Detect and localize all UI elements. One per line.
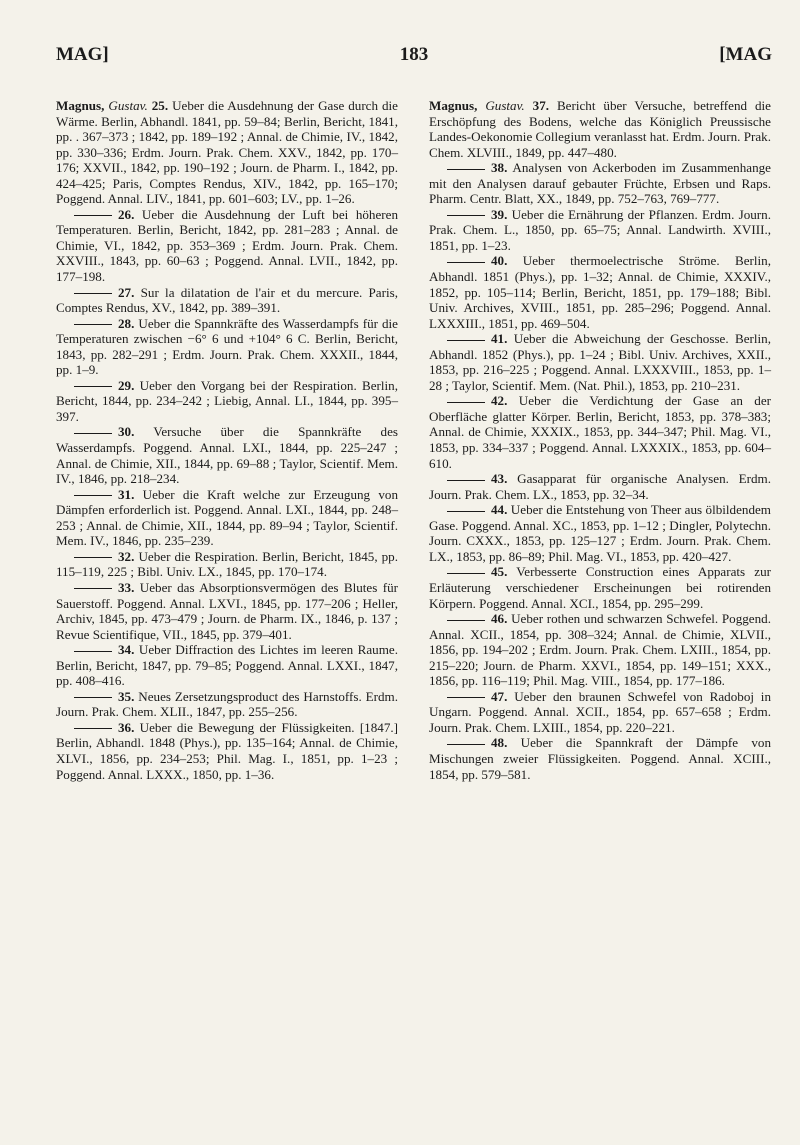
bibliography-entry [429, 207, 771, 254]
entry-number: 43. [491, 471, 508, 487]
bibliography-entry [429, 331, 771, 393]
entry-number: 26. [118, 206, 135, 222]
bibliography-entry [56, 285, 398, 316]
entry-number: 35. [118, 688, 135, 704]
entry-number: 42. [491, 393, 508, 409]
ditto-dash [74, 588, 112, 589]
bibliography-entry [56, 424, 398, 486]
entry-number: 41. [491, 331, 508, 347]
entry-number: 39. [491, 206, 508, 222]
entry-text: Ueber die Verdichtung der Gase an der Oberfläche glatter Körper. Berlin, Bericht, 1853, pp. 378–383; Annal. de Chimie, XXXIX., 1853, pp. 344–347; Phil. Mag. VI., 1853, pp. 334–337 ; Poggend. Annal. LXXXIX., 1853, pp. 604–610. [429, 393, 771, 471]
ditto-dash [74, 293, 112, 294]
entry-number: 33. [118, 579, 135, 595]
bibliography-entry [56, 549, 398, 580]
entry-number: 48. [491, 735, 508, 751]
entry-text: Ueber die Abweichung der Geschosse. Berlin, Abhandl. 1852 (Phys.), pp. 1–24 ; Bibl. Univ. Archives, XXII., 1853, pp. 216–225 ; Poggend. Annal. LXXXVIII., 1853, pp. 1–28 ; Taylor, Scientif. Mem. (Nat. Phil.), 1853, pp. 210–231. [429, 331, 771, 393]
entry-number: 25. [151, 98, 169, 113]
entry-number: 34. [118, 642, 135, 658]
ditto-dash [447, 262, 485, 263]
ditto-dash [447, 402, 485, 403]
entry-number: 40. [491, 253, 508, 269]
bibliography-entry [56, 689, 398, 720]
ditto-dash [74, 697, 112, 698]
entry-number: 47. [491, 688, 508, 704]
ditto-dash [447, 511, 485, 512]
bibliography-entry [56, 487, 398, 549]
entry-text: Ueber die Bewegung der Flüssigkeiten. [1847.] Berlin, Abhandl. 1848 (Phys.), pp. 135–164; Annal. de Chimie, XLVI., 1856, pp. 234–253; Phil. Mag. I., 1851, pp. 1–23 ; Poggend. Annal. LXXX., 1850, pp. 1–36. [56, 719, 399, 782]
ditto-dash [74, 433, 112, 434]
ditto-dash [447, 480, 485, 481]
entry-number: 46. [491, 611, 508, 627]
entry-text: Ueber rothen und schwarzen Schwefel. Poggend. Annal. XCII., 1854, pp. 308–324; Annal. de Chimie, XLVII., 1856, pp. 194–202 ; Erdm. Journ. Prak. Chem. LXIII., 1854, pp. 215–220; Journ. de Pharm. XXVI., 1854, pp. 149–151; XXX., 1856, pp. 116–119; Phil. Mag. VIII., 1854, pp. 177–186. [429, 611, 771, 689]
entry-number: 38. [491, 160, 508, 176]
entry-text: Gasapparat für organische Analysen. Erdm. Journ. Prak. Chem. LX., 1853, pp. 32–34. [429, 471, 771, 502]
bibliography-entry [429, 160, 771, 207]
bibliography-entry [429, 735, 771, 782]
entry-text: Ueber den braunen Schwefel von Radoboj in Ungarn. Poggend. Annal. XCII., 1854, pp. 657–658 ; Erdm. Journ. Prak. Chem. LXIII., 1854, pp. 220–221. [429, 688, 771, 735]
ditto-dash [74, 386, 112, 387]
entry-number: 30. [118, 424, 135, 440]
entry-text: Versuche über die Spannkräfte des Wasserdampfs. Poggend. Annal. LXI., 1844, pp. 225–247 ; Annal. de Chimie, XII., 1844, pp. 69–88 ; Taylor, Scientif. Mem. IV., 1846, pp. 218–234. [56, 424, 399, 487]
entry-text: Verbesserte Construction eines Apparats zur Erläuterung verschiedener Erscheinungen bei rotirenden Körpern. Poggend. Annal. XCI., 1854, pp. 295–299. [429, 564, 771, 611]
entry-number: 29. [118, 377, 135, 393]
entry-number: 44. [491, 502, 508, 518]
bibliography-entry [56, 642, 398, 689]
author-given-name: Gustav. [485, 98, 525, 113]
entry-text: Ueber die Spannkräfte des Wasserdampfs für die Temperaturen zwischen −6° 6 und +104° 6 C. Berlin, Bericht, 1843, pp. 282–291 ; Erdm. Journ. Prak. Chem. XXXII., 1844, pp. 1–9. [56, 315, 398, 378]
entry-text: Analysen von Ackerboden im Zusammenhange mit den Analysen darauf gebauter Früchte, Erbsen und Raps. Pharm. Centr. Blatt, XX., 1849, pp. 752–763, 769–777. [429, 160, 771, 207]
bibliography-entry [56, 378, 398, 425]
entry-number: 37. [532, 98, 550, 113]
bibliography-entry [56, 207, 398, 285]
bibliography-entry [56, 720, 398, 782]
bibliography-entry [429, 689, 771, 736]
page-number: 183 [399, 44, 429, 65]
entry-number: 36. [118, 719, 135, 735]
entry-text: Ueber die Respiration. Berlin, Bericht, 1845, pp. 115–119, 225 ; Bibl. Univ. LX., 1845, pp. 170–174. [56, 548, 399, 580]
ditto-dash [447, 620, 485, 621]
bibliography-entry [429, 611, 771, 689]
entry-text: Neues Zersetzungsproduct des Harnstoffs. Erdm. Journ. Prak. Chem. XLII., 1847, pp. 255–256. [56, 688, 398, 720]
right-column [429, 98, 771, 782]
ditto-dash [447, 215, 485, 216]
ditto-dash [74, 651, 112, 652]
ditto-dash [74, 728, 112, 729]
bibliography-entry [56, 316, 398, 378]
entry-number: 45. [491, 564, 508, 580]
entry-number: 28. [118, 315, 135, 331]
bibliography-entry [56, 98, 398, 207]
ditto-dash [74, 215, 112, 216]
entry-number: 31. [118, 486, 135, 502]
ditto-dash [74, 324, 112, 325]
header-left: MAG] [56, 44, 109, 65]
entry-text: Ueber die Entstehung von Theer aus ölbildendem Gase. Poggend. Annal. XC., 1853, pp. 1–12 ; Dingler, Polytechn. Journ. CXXX., 1853, pp. 125–127 ; Erdm. Journ. Prak. Chem. LX., 1853, pp. 86–89; Phil. Mag. VI., 1853, pp. 420–427. [429, 502, 771, 564]
bibliography-entry [429, 502, 771, 564]
ditto-dash [447, 169, 485, 170]
ditto-dash [447, 697, 485, 698]
author-name: Magnus, [429, 98, 478, 113]
entry-text: Ueber den Vorgang bei der Respiration. Berlin, Bericht, 1844, pp. 234–242 ; Liebig, Annal. LI., 1844, pp. 395–397. [56, 377, 398, 424]
entry-text: Ueber die Ausdehnung der Gase durch die Wärme. Berlin, Abhandl. 1841, pp. 59–84; Berlin, Bericht, 1841, pp. . 367–373 ; 1842, pp. 189–192 ; Annal. de Chimie, IV., 1842, pp. 330–336; Erdm. Journ. Prak. Chem. XXV., 1842, pp. 170–176; XXVII., 1842, pp. 190–192 ; Journ. de Pharm. I., 1842, pp. 424–425; Paris, Comptes Rendus, XIV., 1842, pp. 165–170; Poggend. Annal. LIV., 1841, pp. 601–603; LV., pp. 1–26. [56, 98, 398, 207]
author-name: Magnus, [56, 98, 105, 113]
entry-number: 27. [118, 284, 135, 300]
ditto-dash [74, 557, 112, 558]
bibliography-entry [429, 564, 771, 611]
running-header [56, 44, 772, 68]
bibliography-entry [429, 98, 771, 160]
ditto-dash [447, 744, 485, 745]
ditto-dash [74, 495, 112, 496]
entry-text: Ueber die Kraft welche zur Erzeugung von Dämpfen erforderlich ist. Poggend. Annal. LXI., 1844, pp. 248–253 ; Annal. de Chimie, XII., 1844, pp. 89–94 ; Taylor, Scientif. Mem. IV., 1846, pp. 235–239. [56, 486, 398, 549]
bibliography-entry [429, 393, 771, 471]
entry-text: Ueber die Ernährung der Pflanzen. Erdm. Journ. Prak. Chem. L., 1850, pp. 65–75; Annal. Landwirth. XVIII., 1851, pp. 1–23. [429, 206, 771, 253]
left-column [56, 98, 398, 782]
entry-text: Bericht über Versuche, betreffend die Erschöpfung des Bodens, welche das Königlich Preussische Landes-Oekonomie Collegium veranlasst hat. Erdm. Journ. Prak. Chem. XLVIII., 1849, pp. 447–480. [429, 98, 771, 160]
author-given-name: Gustav. [108, 98, 148, 113]
bibliography-entry [429, 471, 771, 502]
entry-text: Sur la dilatation de l'air et du mercure. Paris, Comptes Rendus, XV., 1842, pp. 389–391. [56, 284, 398, 316]
ditto-dash [447, 340, 485, 341]
bibliography-entry [56, 580, 398, 642]
entry-number: 32. [118, 548, 135, 564]
entry-text: Ueber das Absorptionsvermögen des Blutes für Sauerstoff. Poggend. Annal. LXVI., 1845, pp. 177–206 ; Heller, Archiv, 1845, pp. 473–479 ; Journ. de Pharm. IX., 1846, p. 137 ; Revue Scientifique, VII., 1845, pp. 379–401. [56, 579, 398, 642]
header-right: [MAG [719, 44, 772, 65]
entry-text: Ueber Diffraction des Lichtes im leeren Raume. Berlin, Bericht, 1847, pp. 79–85; Poggend. Annal. LXXI., 1847, pp. 408–416. [56, 642, 398, 689]
entry-text: Ueber thermoelectrische Ströme. Berlin, Abhandl. 1851 (Phys.), pp. 1–32; Annal. de Chimie, XXXIV., 1852, pp. 105–114; Berlin, Bericht, 1851, pp. 179–188; Bibl. Univ. Archives, XVIII., 1851, pp. 285–296; Poggend. Annal. LXXXIII., 1851, pp. 469–504. [429, 253, 771, 331]
entry-text: Ueber die Ausdehnung der Luft bei höheren Temperaturen. Berlin, Bericht, 1842, pp. 281–283 ; Annal. de Chimie, VI., 1842, pp. 353–369 ; Erdm. Journ. Prak. Chem. XXVIII., 1843, pp. 60–63 ; Poggend. Annal. LVII., 1842, pp. 177–198. [56, 206, 398, 285]
ditto-dash [447, 573, 485, 574]
entry-text: Ueber die Spannkraft der Dämpfe von Mischungen zweier Flüssigkeiten. Poggend. Annal. XCIII., 1854, pp. 579–581. [429, 735, 771, 782]
bibliography-entry [429, 253, 771, 331]
